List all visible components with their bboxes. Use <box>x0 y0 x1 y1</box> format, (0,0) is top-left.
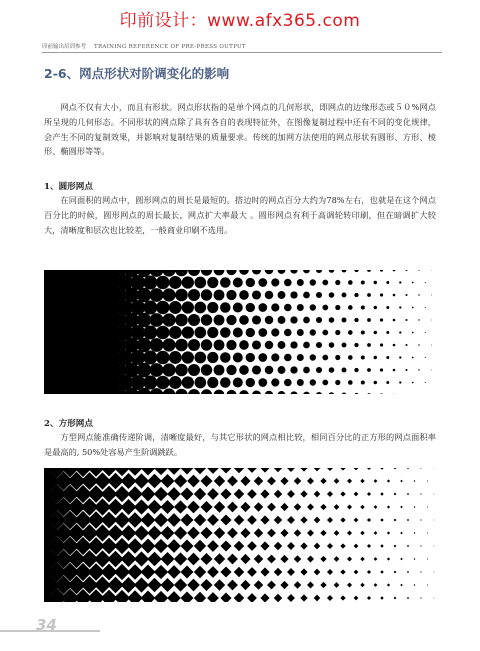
running-head <box>42 42 442 53</box>
watermark: 印前设计：www.afx365.com <box>119 11 361 31</box>
square-dot-heading: 2、方形网点 <box>44 419 93 429</box>
running-head-en: TRAINING REFERENCE OF PRE-PRESS OUTPUT <box>94 44 246 50</box>
page-number: 34 <box>36 616 57 634</box>
round-dot-heading: 1、圆形网点 <box>44 182 93 192</box>
running-head-cn: 印前输出培训参考 <box>42 44 87 50</box>
section-title: 2-6、网点形状对阶调变化的影响 <box>44 66 230 81</box>
square-dot-halftone-image <box>44 468 436 602</box>
round-dot-paragraph: 在同面积的网点中，圆形网点的周长是最短的。搭边时的网点百分大约为78%左右，也就是在这个网点百分比的时候，圆形网点的周长最长，网点扩大率最大 。圆形网点有利于高调轮转印刷，但在暗调扩大较大，清晰度和层次也比较差，一般商业印刷不选用。 <box>44 195 436 235</box>
round-dot-halftone-image <box>44 270 436 394</box>
square-dot-paragraph: 方型网点能准确传递阶调，清晰度最好，与其它形状的网点相比较，相同百分比的正方形的网点面积率是最高的, 50%处容易产生阶调跳跃。 <box>44 432 436 457</box>
intro-paragraph: 网点不仅有大小，而且有形状。网点形状指的是单个网点的几何形状，即网点的边缘形态或５０%网点所呈现的几何形态。不同形状的网点除了具有各自的表现特征外，在图像复制过程中还有不同的变化规律，会产生不同的复制效果，并影响对复制结果的质量要求。传统的加网方法使用的网点形状有圆形、方形、棱形、椭圆形等等。 <box>44 102 436 157</box>
